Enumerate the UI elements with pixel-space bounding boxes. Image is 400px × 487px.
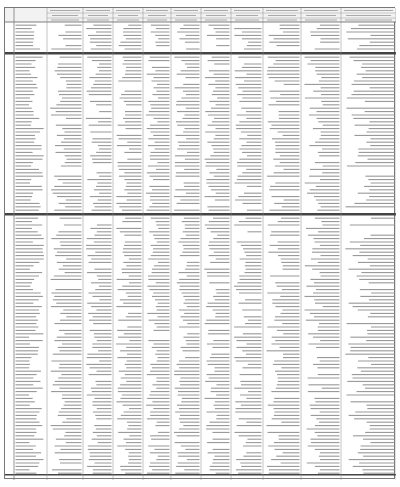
section-label-2 xyxy=(5,98,14,158)
section-rule xyxy=(5,474,396,476)
section-rule xyxy=(5,52,396,55)
section-label-3 xyxy=(5,308,14,388)
table-grid xyxy=(5,8,396,480)
section-rule xyxy=(5,213,396,216)
section-label-1 xyxy=(5,28,14,58)
statistical-table xyxy=(4,7,395,479)
